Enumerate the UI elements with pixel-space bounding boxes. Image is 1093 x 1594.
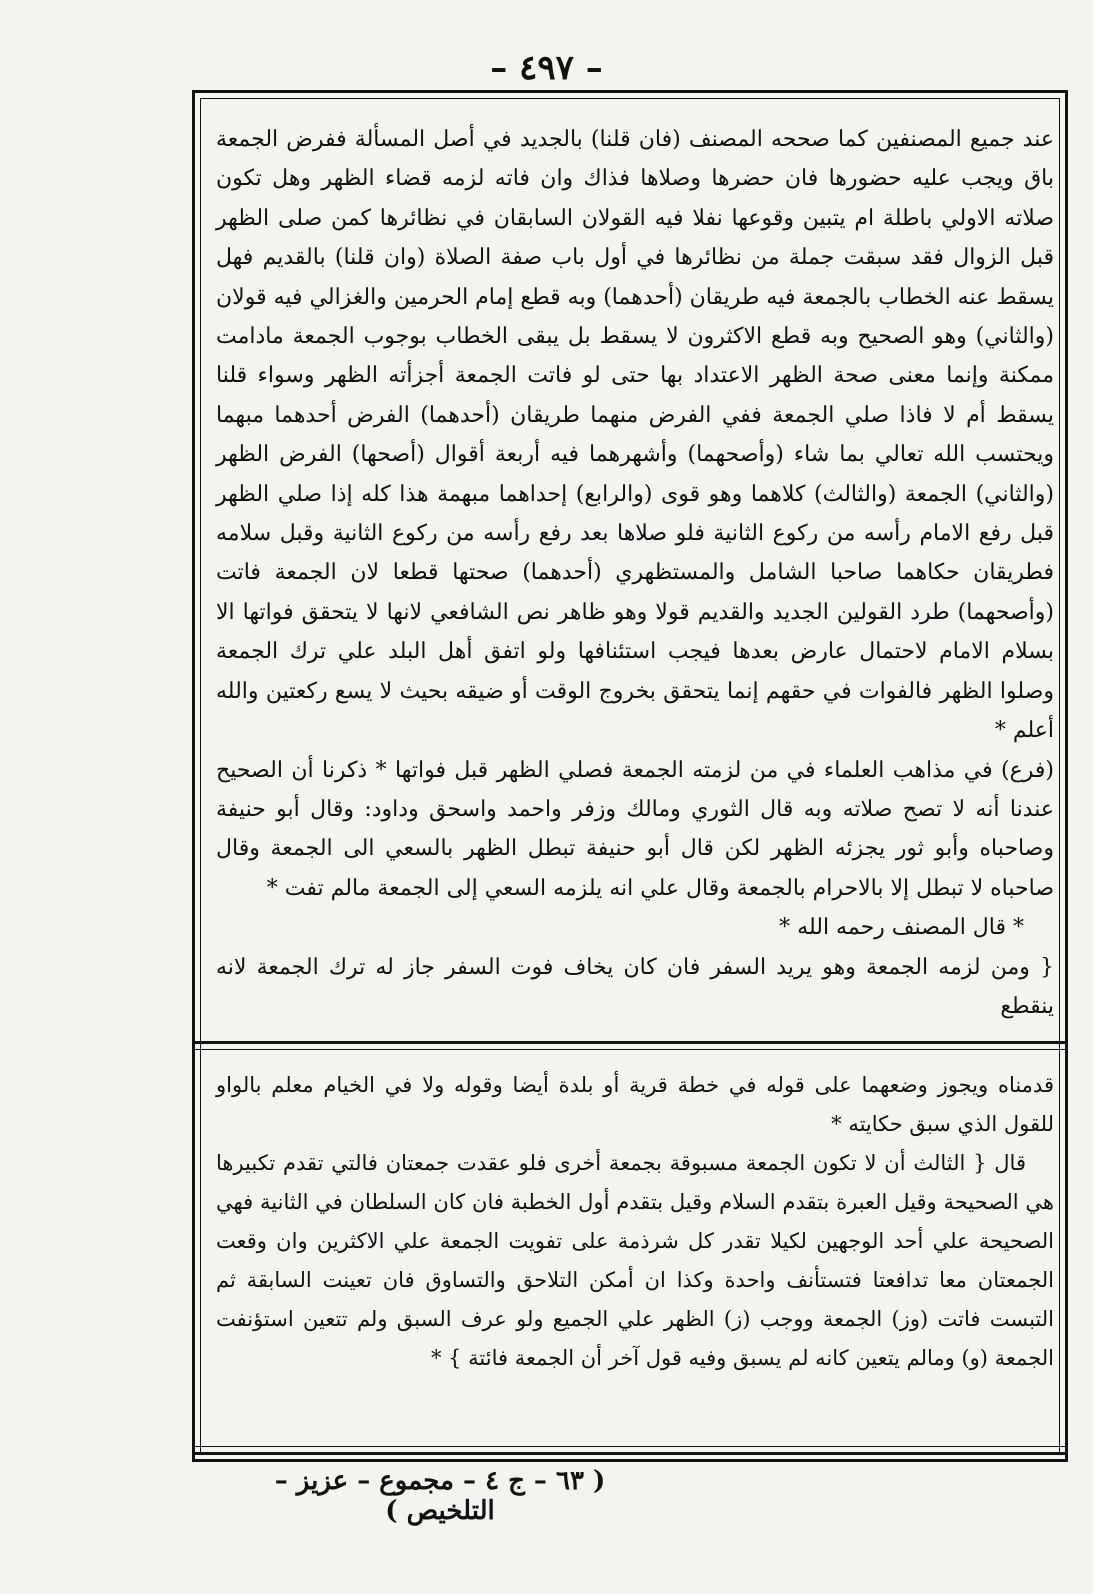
- section-divider: [195, 1041, 1065, 1050]
- page-footer-signature: ( ٦٣ – ج ٤ – مجموع – عزيز – التلخيص ): [274, 1466, 606, 1526]
- bottom-divider: [195, 1446, 1065, 1455]
- main-text-body: [216, 120, 1054, 1026]
- author-says-heading: * قال المصنف رحمه الله *: [779, 915, 1024, 941]
- commentary-paragraph: قدمناه ويجوز وضعهما على قوله في خطة قرية أو بلدة أيضا وقوله ولا في الخيام معلم بالواو للقول الذي سبق حكايته *: [216, 1073, 1054, 1136]
- main-paragraph-branch: (فرع) في مذاهب العلماء في من لزمته الجمعة فصلي الظهر قبل فواتها * ذكرنا أن الصحيح عندنا أنه لا تصح صلاته وبه قال الثوري ومالك وزفر واحمد واسحق وداود: وقال أبو حنيفة وصاحباه وأبو ثور يجزئه الظهر لكن قال أبو حنيفة تبطل الظهر بالسعي الى الجمعة وقال صاحباه لا تبطل إلا بالاحرام بالجمعة وقال علي انه يلزمه السعي إلى الجمعة مالم تفت *: [216, 757, 1054, 901]
- commentary-text-body: [216, 1066, 1054, 1378]
- commentary-paragraph-third-condition: قال { الثالث أن لا تكون الجمعة مسبوقة بجمعة أخرى فلو عقدت جمعتان فالتي تقدم تكبيرها هي الصحيحة وقيل العبرة بتقدم السلام وقيل بتقدم أول الخطبة فان كان السلطان في الثانية فهي الصحيحة علي أحد الوجهين لكيلا تقدر كل شرذمة على تفويت الجمعة علي الاكثرين وان وقعت الجمعتان معا تدافعتا فتستأنف واحدة وكذا ان أمكن التلاحق والتساوق فان تعينت السابقة ثم التبست فاتت (وز) الجمعة ووجب (ز) الظهر علي الجميع ولو عرف السبق ولم تتعين استؤنفت الجمعة (و) ومالم يتعين كانه لم يسبق وفيه قول آخر أن الجمعة فائتة } *: [216, 1151, 1054, 1370]
- main-paragraph-quote: { ومن لزمه الجمعة وهو يريد السفر فان كان يخاف فوت السفر جاز له ترك الجمعة لانه ينقطع: [216, 954, 1054, 1019]
- main-paragraph: عند جميع المصنفين كما صححه المصنف (فان قلنا) بالجديد في أصل المسألة ففرض الجمعة باق ويجب عليه حضورها فان حضرها وصلاها فذاك وان فاته لزمه قضاء الظهر وهل تكون صلاته الاولي باطلة ام يتبين وقوعها نفلا فيه القولان السابقان في نظائرها كمن صلى الظهر قبل الزوال فقد سبقت جملة من نظائرها في أول باب صفة الصلاة (وان قلنا) بالقديم فهل يسقط عنه الخطاب بالجمعة فيه طريقان (أحدهما) وبه قطع إمام الحرمين والغزالي فيه قولان (والثاني) وهو الصحيح وبه قطع الاكثرون لا يسقط بل يبقى الخطاب بوجوب الجمعة مادامت ممكنة وإنما معنى صحة الظهر الاعتداد بها حتى لو فاتت الجمعة أجزأته الظهر وسواء قلنا يسقط أم لا فاذا صلي الجمعة ففي الفرض منهما طريقان (أحدهما) الفرض أحدهما مبهما ويحتسب الله تعالي بما شاء (وأصحهما) وأشهرهما فيه أربعة أقوال (أصحها) الفرض الظهر (والثاني) الجمعة (والثالث) كلاهما وهو قوى (والرابع) إحداهما مبهمة هذا كله إذا صلي الظهر قبل رفع الامام رأسه من ركوع الثانية فلو صلاها بعد رفع رأسه من ركوع الثانية وقبل سلامه فطريقان حكاهما صاحبا الشامل والمستظهري (أحدهما) صحتها قطعا لان الجمعة فاتت (وأصحهما) طرد القولين الجديد والقديم قولا وهو ظاهر نص الشافعي لانها لا يتحقق فواتها الا بسلام الامام لاحتمال عارض بعدها فيجب استئنافها ولو اتفق أهل البلد علي ترك الجمعة وصلوا الظهر فالفوات في حقهم إنما يتحقق بخروج الوقت أو ضيقه بحيث لا يسع ركعتين والله أعلم *: [216, 127, 1054, 744]
- page-number: – ٤٩٧ –: [490, 48, 603, 88]
